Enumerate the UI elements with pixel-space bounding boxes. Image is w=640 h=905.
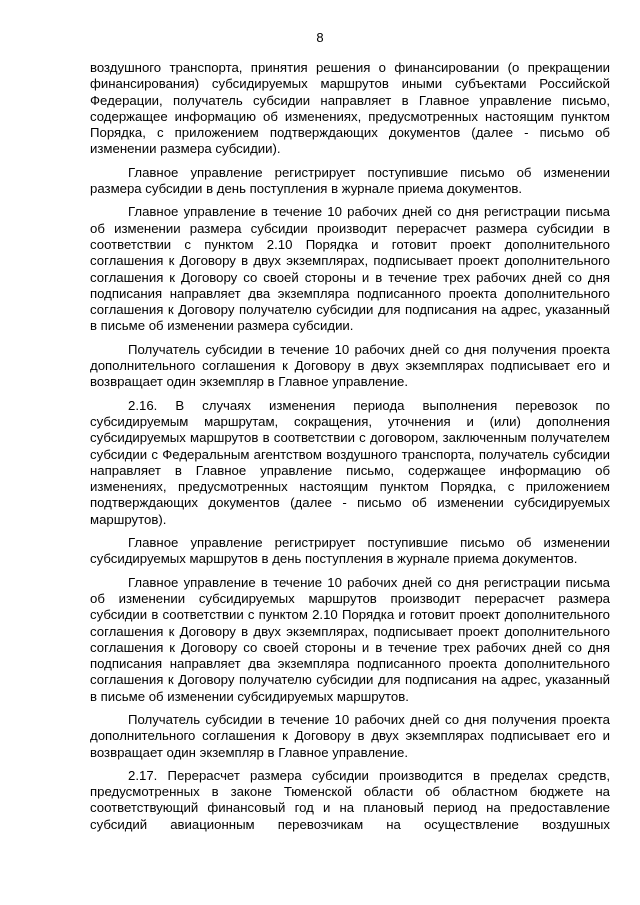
paragraph-recalculation-size: Главное управление в течение 10 рабочих дней со дня регистрации письма об изменении размера субсидии производит перерасчет размера субсидии в соответствии с пунктом 2.10 Порядка и готовит проект дополнительного соглашения к Договору в двух экземплярах, подписывает проект дополнительного соглашения к Договору со своей стороны и в течение трех рабочих дней со дня подписания направляет два экземпляра подписанного проекта дополнительного соглашения к Договору получателю субсидии для подписания на адрес, указанный в письме об изменении размера субсидии. <box>90 204 610 334</box>
paragraph-registration-size-letter: Главное управление регистрирует поступившие письмо об изменении размера субсидии в день поступления в журнале приема документов. <box>90 164 610 197</box>
paragraph-recipient-signing-1: Получатель субсидии в течение 10 рабочих дней со дня получения проекта дополнительного соглашения к Договору в двух экземплярах подписывает его и возвращает один экземпляр в Главное управление. <box>90 341 610 390</box>
page-number: 8 <box>316 30 324 45</box>
paragraph-continuation: воздушного транспорта, принятия решения о финансировании (о прекращении финансирования) субсидируемых маршрутов иными субъектами Российской Федерации, получатель субсидии направляет в Главное управление письмо, содержащее информацию об изменениях, предусмотренных настоящим пунктом Порядка, с приложением подтверждающих документов (далее - письмо об изменении размера субсидии). <box>90 60 610 157</box>
document-body <box>90 60 610 840</box>
paragraph-registration-routes-letter: Главное управление регистрирует поступившие письмо об изменении субсидируемых маршрутов в день поступления в журнале приема документов. <box>90 535 610 567</box>
paragraph-recalculation-routes: Главное управление в течение 10 рабочих дней со дня регистрации письма об изменении субсидируемых маршрутов производит перерасчет размера субсидии в соответствии с пунктом 2.10 Порядка и готовит проект дополнительного соглашения к Договору в двух экземплярах, подписывает проект дополнительного соглашения к Договору со своей стороны и в течение трех рабочих дней со дня подписания направляет два экземпляра подписанного проекта дополнительного соглашения к Договору получателю субсидии для подписания на адрес, указанный в письме об изменении субсидируемых маршрутов. <box>90 574 610 704</box>
paragraph-clause-2-16: 2.16. В случаях изменения периода выполнения перевозок по субсидируемым маршрутам, сокращения, уточнения и (или) дополнения субсидируемых маршрутов в соответствии с договором, заключенным получателем субсидии с Федеральным агентством воздушного транспорта, получатель субсидии направляет в Главное управление письмо, содержащее информацию об изменениях, предусмотренных настоящим пунктом Порядка, с приложением подтверждающих документов (далее - письмо об изменении субсидируемых маршрутов). <box>90 397 610 527</box>
paragraph-recipient-signing-2: Получатель субсидии в течение 10 рабочих дней со дня получения проекта дополнительного соглашения к Договору в двух экземплярах подписывает его и возвращает один экземпляр в Главное управление. <box>90 711 610 760</box>
paragraph-clause-2-17: 2.17. Перерасчет размера субсидии производится в пределах средств, предусмотренных в законе Тюменской области об областном бюджете на соответствующий финансовый год и на плановый период на предоставление субсидий авиационным перевозчикам на осуществление воздушных <box>90 767 610 832</box>
